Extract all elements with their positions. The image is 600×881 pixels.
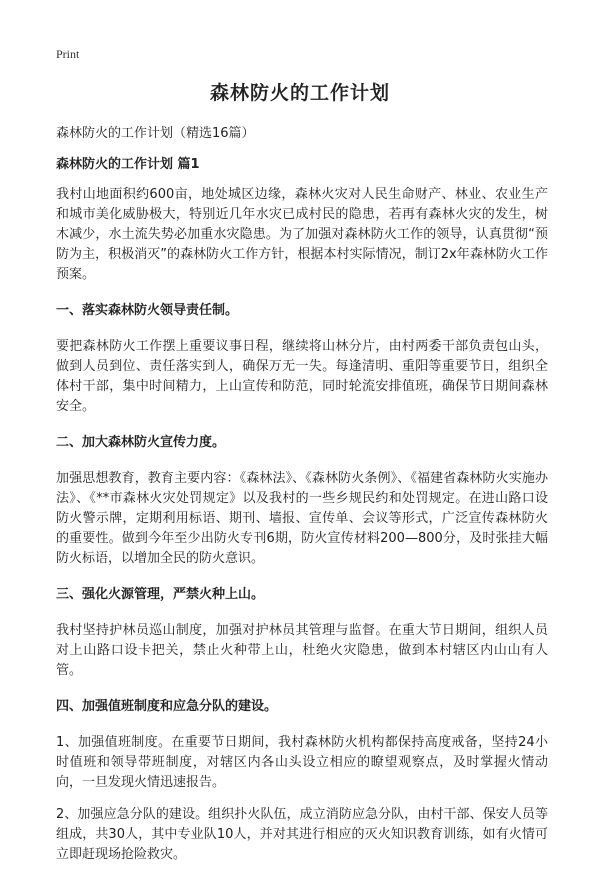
intro-paragraph: 我村山地面积约600亩，地处城区边缘，森林火灾对人民生命财产、林业、农业生产和城市美化威胁极大，特别近几年水灾已成村民的隐患，若再有森林火灾的发生，树木减少，水土流失势必加重水灾隐患。为了加强对森林防火工作的领导，认真贯彻“预防为主，积极消灭”的森林防火工作方针，根据本村实际情况，制订2x年森林防火工作预案。 <box>56 187 548 282</box>
section-4-paragraph-1: 1、加强值班制度。在重要节日期间，我村森林防火机构都保持高度戒备，坚持24小时值班和领导带班制度，对辖区内各山头设立相应的瞭望观察点，及时掌握火情动向，一旦发现火情迅速报告。 <box>56 735 548 790</box>
section-heading-1: 一、落实森林防火领导责任制。 <box>56 303 239 318</box>
article-heading: 森林防火的工作计划 篇1 <box>56 157 200 172</box>
section-1-paragraph: 要把森林防火工作摆上重要议事日程，继续将山林分片，由村两委干部负责包山头，做到人员到位、责任落实到人，确保万无一失。每逢清明、重阳等重要节日，组织全体村干部，集中时间精力，上山宣传和防范，同时轮流安排值班，确保节日期间森林安全。 <box>56 339 548 414</box>
document-title: 森林防火的工作计划 <box>209 82 390 104</box>
section-heading-2: 二、加大森林防火宣传力度。 <box>56 435 226 450</box>
print-link[interactable]: Print <box>56 47 80 61</box>
section-3-paragraph: 我村坚持护林员巡山制度，加强对护林员其管理与监督。在重大节日期间，组织人员对上山路口设卡把关，禁止火种带上山，杜绝火灾隐患，做到本村辖区内山山有人管。 <box>56 623 548 678</box>
section-2-paragraph: 加强思想教育，教育主要内容：《森林法》、《森林防火条例》、《福建省森林防火实施办法》、《**市森林火灾处罚规定》以及我村的一些乡规民约和处罚规定。在进山路口设防火警示牌，定期利用标语、期刊、墙报、宣传单、会议等形式，广泛宣传森林防火的重要性。做到今年至少出防火专刊6期，防火宣传材料200—800分，及时张挂大幅防火标语，以增加全民的防火意识。 <box>56 471 548 566</box>
section-4-paragraph-2: 2、加强应急分队的建设。组织扑火队伍，成立消防应急分队，由村干部、保安人员等组成，共30人，其中专业队10人，并对其进行相应的灭火知识教育训练，如有火情可立即赶现场抢险救灾。 <box>56 807 548 862</box>
section-heading-3: 三、强化火源管理，严禁火种上山。 <box>56 587 265 602</box>
document-subtitle: 森林防火的工作计划（精选16篇） <box>56 126 255 141</box>
document-body <box>56 124 548 881</box>
section-heading-4: 四、加强值班制度和应急分队的建设。 <box>56 699 278 714</box>
